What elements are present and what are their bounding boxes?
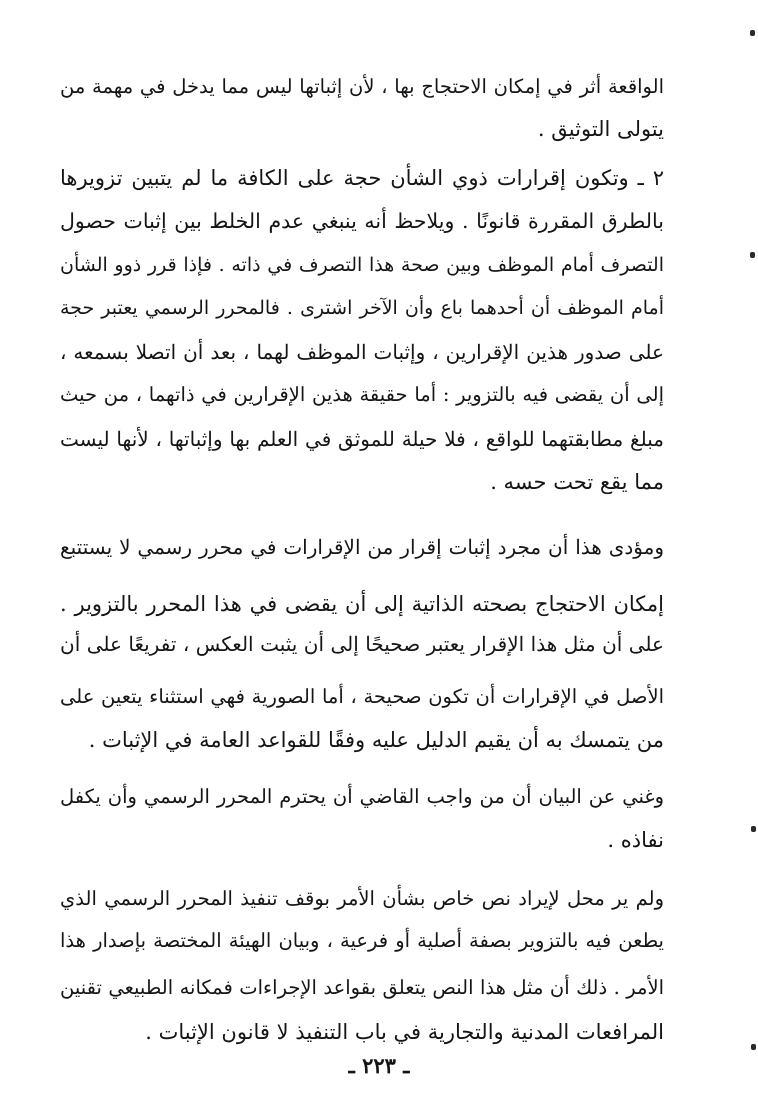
body-text-line: التصرف أمام الموظف وبين صحة هذا التصرف في ذاته . فإذا قرر ذوو الشأن xyxy=(60,254,664,276)
body-text-line: ومؤدى هذا أن مجرد إثبات إقرار من الإقرارات في محرر رسمي لا يستتبع xyxy=(60,535,664,559)
body-text-line: من يتمسك به أن يقيم الدليل عليه وفقًا للقواعد العامة في الإثبات . xyxy=(88,728,664,752)
body-text-line: ٢ ـ وتكون إقرارات ذوي الشأن حجة على الكافة ما لم يتبين تزويرها xyxy=(60,166,664,190)
scan-mark xyxy=(751,826,756,832)
body-text-line: مبلغ مطابقتهما للواقع ، فلا حيلة للموثق في العلم بها وإثباتها ، لأنها ليست xyxy=(60,427,664,451)
body-text-line: نفاذه . xyxy=(607,828,664,852)
body-text-line: إلى أن يقضى فيه بالتزوير : أما حقيقة هذين الإقرارين في ذاتهما ، من حيث xyxy=(60,383,664,406)
scan-mark xyxy=(750,252,755,258)
body-text-line: الأمر . ذلك أن مثل هذا النص يتعلق بقواعد الإجراءات فمكانه الطبيعي تقنين xyxy=(60,976,664,999)
page-number: ـ ٢٢٣ ـ xyxy=(348,1053,410,1078)
body-text-line: المرافعات المدنية والتجارية في باب التنفيذ لا قانون الإثبات . xyxy=(145,1020,664,1044)
body-text-line: على أن مثل هذا الإقرار يعتبر صحيحًا إلى أن يثبت العكس ، تفريعًا على أن xyxy=(60,632,664,656)
body-text-line: بالطرق المقررة قانونًا . ويلاحظ أنه ينبغي عدم الخلط بين إثبات حصول xyxy=(60,209,664,233)
scan-mark xyxy=(750,30,755,36)
body-text-line: يطعن فيه بالتزوير بصفة أصلية أو فرعية ، وبيان الهيئة المختصة بإصدار هذا xyxy=(60,929,664,952)
body-text-line: الواقعة أثر في إمكان الاحتجاج بها ، لأن إثباتها ليس مما يدخل في مهمة من xyxy=(60,75,664,98)
body-text-line: وغني عن البيان أن من واجب القاضي أن يحترم المحرر الرسمي وأن يكفل xyxy=(60,785,664,808)
body-text-line: على صدور هذين الإقرارين ، وإثبات الموظف لهما ، بعد أن اتصلا بسمعه ، xyxy=(60,340,664,364)
body-text-line: يتولى التوثيق . xyxy=(537,117,664,141)
body-text-line: الأصل في الإقرارات أن تكون صحيحة ، أما الصورية فهي استثناء يتعين على xyxy=(60,685,664,708)
body-text-line: مما يقع تحت حسه . xyxy=(490,470,664,494)
body-text-line: أمام الموظف أن أحدهما باع وأن الآخر اشترى . فالمحرر الرسمي يعتبر حجة xyxy=(60,297,664,319)
body-text-line: ولم ير محل لإيراد نص خاص بشأن الأمر بوقف تنفيذ المحرر الرسمي الذي xyxy=(60,887,664,910)
scan-mark xyxy=(751,1044,756,1050)
body-text-line: إمكان الاحتجاج بصحته الذاتية إلى أن يقضى في هذا المحرر بالتزوير . xyxy=(60,592,664,616)
